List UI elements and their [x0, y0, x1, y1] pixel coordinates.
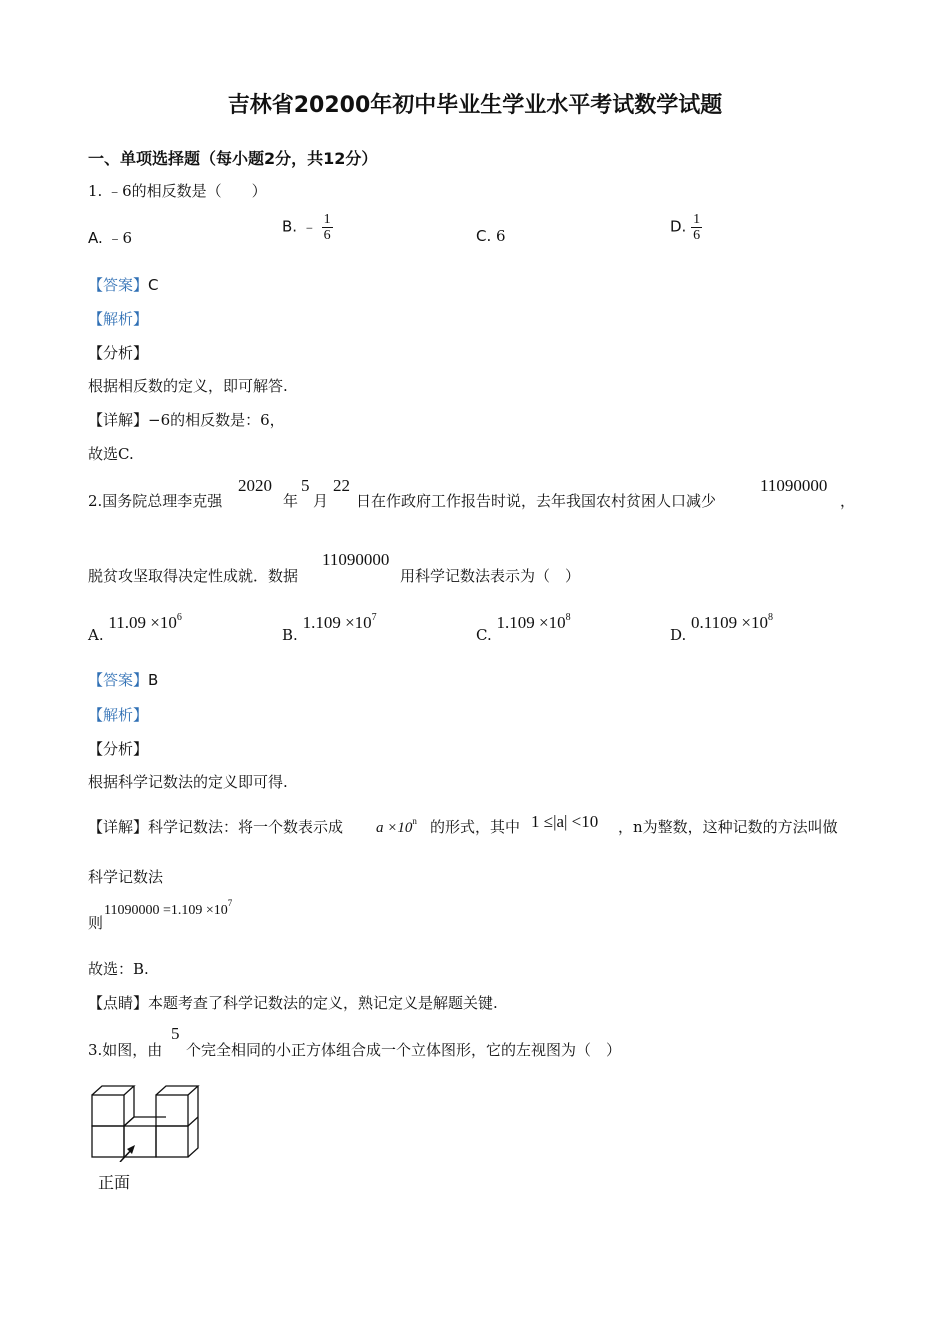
- q2-ze: 则: [88, 914, 104, 932]
- q2-number-2: 11090000: [322, 550, 390, 569]
- q2-yue: 月: [313, 492, 329, 510]
- q2-option-b: B. $1.109 \times 10^7$: [282, 612, 377, 644]
- q2-stem-line1: 2.国务院总理李克强: [88, 492, 223, 510]
- q2-year: 2020: [238, 476, 272, 495]
- q2-nian: 年: [283, 492, 299, 510]
- q2-fenxi-text: 根据科学记数法的定义即可得.: [88, 773, 288, 791]
- q1-option-d: D. $\frac{1}{6}$: [670, 212, 701, 243]
- q2-stem-line1b: 日在作政府工作报告时说，去年我国农村贫困人口减少: [356, 492, 717, 510]
- q1-analysis-tag: 【解析】: [88, 310, 149, 328]
- q2-choose: 故选：B.: [88, 960, 149, 978]
- q2-option-a: A. $11.09 \times 10^6$: [88, 612, 182, 644]
- q2-detail: 【详解】科学记数法：将一个数表示成: [88, 818, 344, 836]
- q2-detail-inequality: 1 ≤|a| <10: [531, 812, 599, 831]
- q2-month: 5: [301, 476, 310, 495]
- q2-number: 11090000: [760, 476, 828, 495]
- q2-comma: ，: [840, 492, 856, 510]
- q1-fenxi-tag: 【分析】: [88, 344, 149, 362]
- q3-stem-b: 个完全相同的小正方体组合成一个立体图形，它的左视图为（ ）: [186, 1041, 622, 1059]
- q2-answer: 【答案】B: [88, 671, 159, 689]
- q1-option-d-fraction: $\frac{1}{6}$: [693, 212, 701, 243]
- q1-option-c: C. 6: [476, 227, 506, 245]
- section-heading-single-choice: 一、单项选择题（每小题2分，共12分）: [88, 149, 378, 168]
- page-title: 吉林省20200年初中毕业生学业水平考试数学试题: [227, 93, 723, 118]
- q3-stem: 3.如图，由: [88, 1041, 163, 1059]
- q2-detail-expr: $a \times 10^n$: [376, 816, 417, 836]
- q1-choose: 故选C.: [88, 445, 134, 463]
- q1-answer: 【答案】C: [88, 276, 159, 294]
- q1-option-b: B. ﹣ $\frac{1}{6}$: [282, 212, 331, 243]
- q1-detail: 【详解】−6的相反数是：6，: [88, 411, 285, 429]
- q2-day: 22: [333, 476, 350, 495]
- question-1-stem: 1. ﹣6的相反数是（ ）: [88, 182, 267, 200]
- q2-fenxi-tag: 【分析】: [88, 740, 149, 758]
- q2-detail-d: 科学记数法: [88, 868, 164, 886]
- q2-option-d: D. $0.1109 \times 10^8$: [670, 612, 774, 644]
- q2-dianjing: 【点睛】本题考查了科学记数法的定义，熟记定义是解题关键.: [88, 994, 498, 1012]
- q3-cube-figure: [86, 1082, 206, 1162]
- q2-ze-expr: $11090000 =1.109 \times 10^7$: [104, 898, 233, 918]
- q2-option-c: C. $1.109 \times 10^8$: [476, 612, 571, 644]
- q2-detail-c: ，n为整数，这种记数的方法叫做: [618, 818, 838, 836]
- q3-front-label: 正面: [98, 1173, 131, 1192]
- q1-option-b-fraction: $\frac{1}{6}$: [323, 212, 331, 243]
- q2-stem-line2: 脱贫攻坚取得决定性成就．数据: [88, 567, 299, 585]
- q2-analysis-tag: 【解析】: [88, 706, 149, 724]
- q2-detail-b: 的形式，其中: [430, 818, 521, 836]
- q3-count: 5: [171, 1024, 180, 1043]
- q1-option-a: A. ﹣6: [88, 229, 133, 247]
- q2-stem-line2b: 用科学记数法表示为（ ）: [400, 567, 581, 585]
- q1-fenxi-text: 根据相反数的定义，即可解答.: [88, 377, 288, 395]
